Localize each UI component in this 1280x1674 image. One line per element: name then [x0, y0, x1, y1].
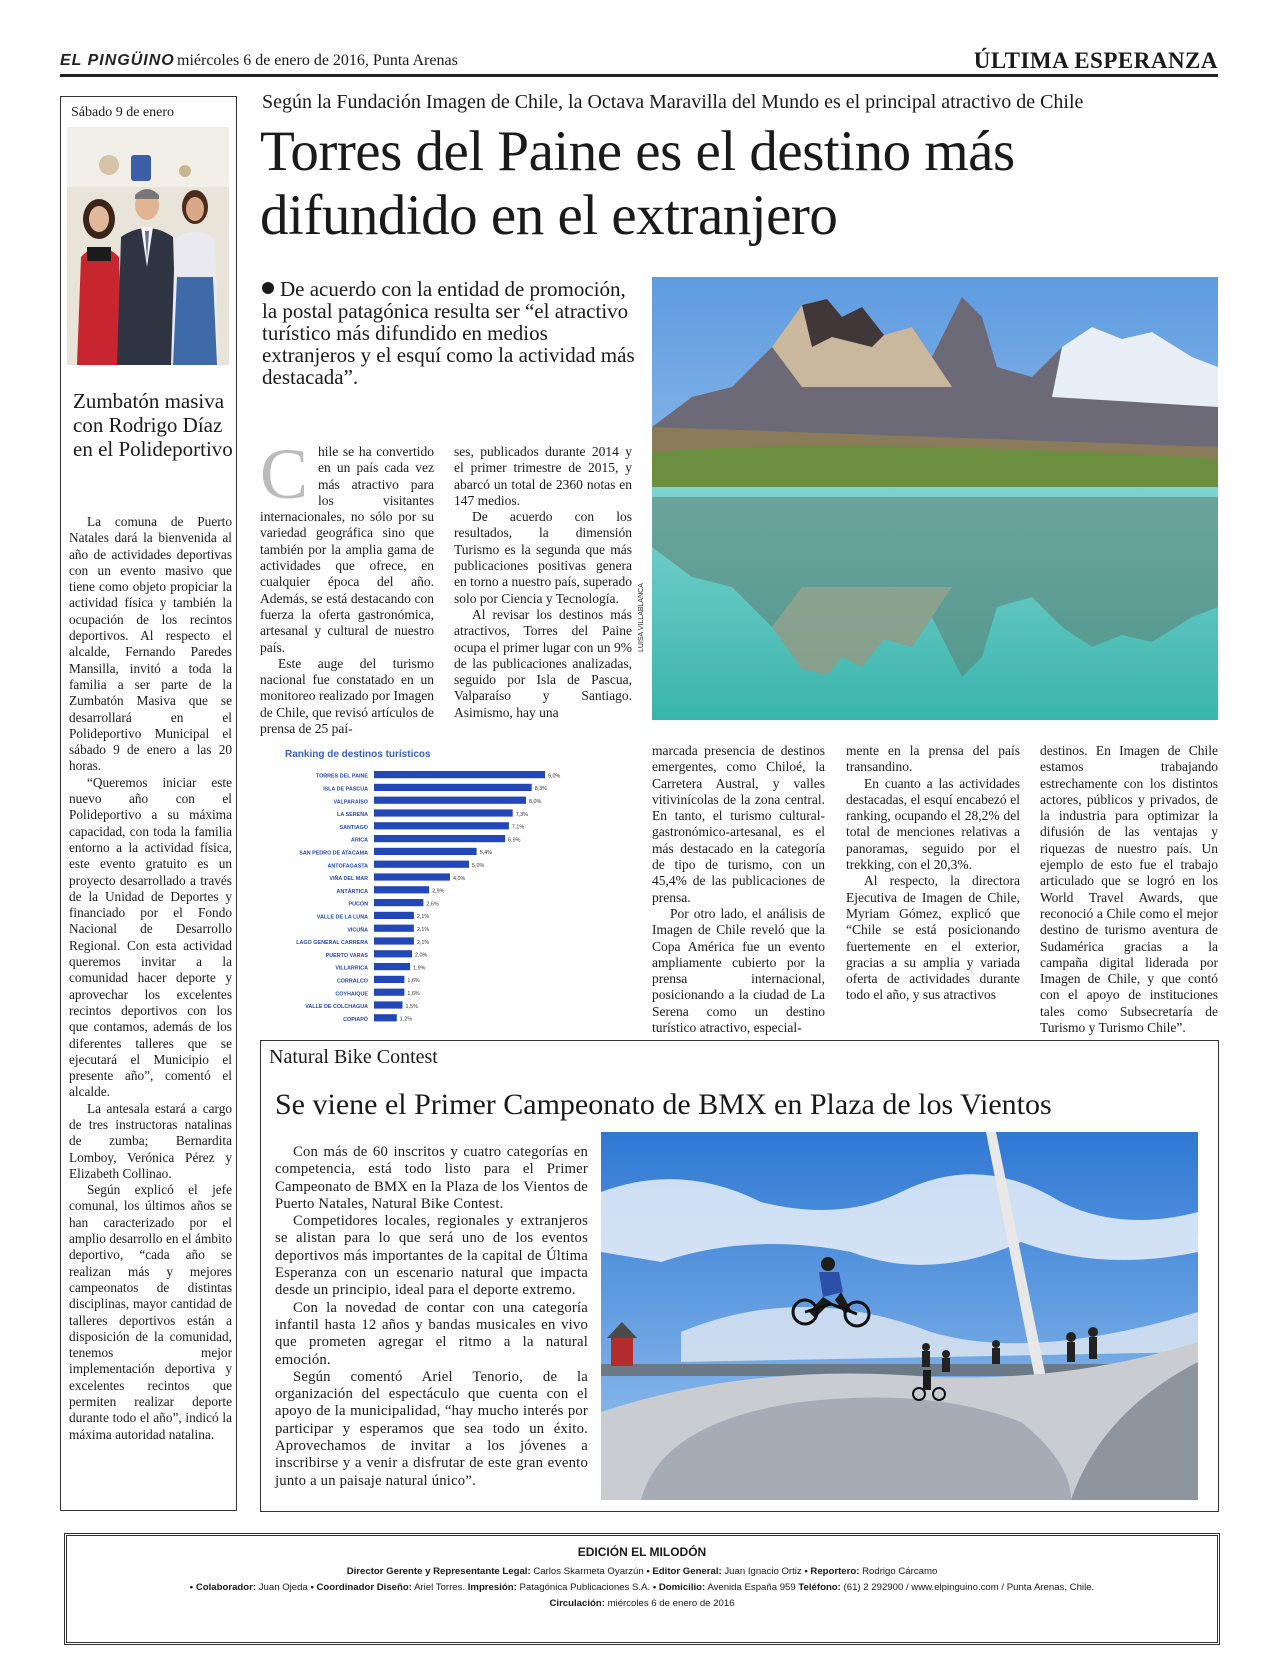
paragraph: ses, publicados durante 2014 y el primer trimestre de 2015, y abarcó un total de 2360 notas en 147 medios.: [454, 444, 632, 508]
edition-title: EDICIÓN EL MILODÓN: [577, 1545, 707, 1559]
story-kicker: Según la Fundación Imagen de Chile, la Octava Maravilla del Mundo es el principal atractivo de Chile: [262, 91, 1084, 113]
sidebar-photo: [67, 127, 229, 365]
chart-category-label: PUCÓN: [348, 901, 368, 908]
credit-value: Juan Ojeda: [258, 1582, 308, 1593]
chart-value-label: 1,6%: [407, 991, 420, 997]
chart-value-label: 2,6%: [426, 901, 439, 908]
credit-value: Rodrigo Cárcamo: [862, 1566, 938, 1577]
credit-label: Impresión:: [467, 1582, 517, 1593]
credit-value: Avenida España 959: [707, 1582, 796, 1593]
paragraph: Con más de 60 inscritos y cuatro categorías en competencia, está todo listo para el Primer Campeonato de BMX en la Plaza de los Vientos de Puerto Natales, Natural Bike Contest.: [275, 1144, 588, 1212]
chart-value-label: 5,4%: [479, 850, 492, 857]
paragraph: marcada presencia de destinos emergentes, como Chiloé, la Carretera Austral, y valles vitivinícolas de la zona central. En tanto, el turismo cultural-gastronómico-artesanal, es el más destacado en la categoría de tipo de turismo, con un 45,4% de las publicaciones de prensa.: [652, 743, 825, 905]
newspaper-credits: [64, 1533, 1220, 1645]
credit-value: Carlos Skarmeta Oyarzún: [533, 1566, 644, 1577]
chart-category-label: VIÑA DEL MAR: [329, 876, 368, 883]
article-column: [1040, 743, 1218, 1036]
paragraph: destinos. En Imagen de Chile estamos trabajando estrechamente con los distintos actores, públicos y privados, de la industria para optimizar la difusión de las ventajas y riquezas de nuestro país. Un ejemplo de esto fue el trabajo articulado que se logró en los World Travel Awards, que reconoció a Chile como el mejor destino de turismo aventura de Sudamérica gracias a la campaña digital liderada por Imagen de Chile, y que contó con el apoyo de instituciones tales como Subsecretaría de Turismo y Turismo Chile”.: [1040, 743, 1218, 1036]
chart-bar: [374, 989, 404, 996]
chart-value-label: 8,0%: [529, 799, 542, 805]
chart-category-label: VALPARAÍSO: [333, 799, 368, 806]
story-headline: Torres del Paine es el destino más difundido en el extranjero: [260, 120, 1015, 247]
chart-category-label: TORRES DEL PAINE: [315, 773, 368, 780]
sidebar-story-title: Zumbatón masiva con Rodrigo Díaz en el Polideportivo: [73, 389, 233, 461]
chart-bar: [374, 912, 414, 919]
chart-value-label: 2,0%: [415, 952, 428, 959]
chart-category-label: SANTIAGO: [339, 824, 368, 831]
chart-bar: [374, 822, 509, 829]
chart-category-label: VILLARRICA: [335, 965, 368, 972]
credits-line: [67, 1582, 1217, 1593]
paragraph: La comuna de Puerto Natales dará la bienvenida al año de actividades deportivas con un evento masivo que tiene como objeto propiciar la actividad física y también la ocupación de los recintos deportivos. Al respecto el alcalde, Fernando Paredes Mansilla, invitó a toda la familia a ser parte de la Zumbatón Masiva que se desarrollará en el Polideportivo Municipal el sábado 9 de enero a las 20 horas.: [69, 514, 232, 774]
article-column: [846, 743, 1020, 1004]
chart-value-label: 1,2%: [399, 1016, 413, 1023]
chart-value-label: 1,5%: [405, 1003, 418, 1010]
sidebar-story-date: Sábado 9 de enero: [71, 105, 175, 120]
chart-bar: [374, 835, 505, 842]
chart-bar: [374, 771, 545, 778]
paragraph: En cuanto a las actividades destacadas, el esquí encabezó el ranking, ocupando el 28,2% del total de menciones relativas a panoramas, seguido por el trekking, con el 20,3%.: [846, 775, 1020, 873]
paragraph: mente en la prensa del país transandino.: [846, 743, 1020, 775]
credit-label: • Coordinador Diseño:: [310, 1582, 412, 1593]
article-column: [454, 444, 632, 721]
chart-category-label: CORRALCO: [336, 978, 368, 985]
chart-bar: [374, 1001, 403, 1008]
chart-bar: [374, 899, 423, 906]
chart-bar: [374, 873, 450, 880]
chart-value-label: 4,0%: [453, 875, 466, 882]
sidebar-story: [60, 96, 237, 1511]
credit-label: Teléfono:: [798, 1582, 841, 1593]
bullet-icon: [262, 282, 274, 294]
bike-story-kicker: Natural Bike Contest: [269, 1046, 438, 1068]
chart-bar: [374, 937, 414, 944]
credit-label: • Reportero:: [804, 1566, 860, 1577]
chart-value-label: 7,1%: [511, 824, 525, 831]
chart-category-label: VALLE DE LA LUNA: [316, 914, 368, 921]
chart-bar: [374, 963, 410, 970]
chart-category-label: ARICA: [350, 837, 368, 844]
chart-category-label: LAGO GENERAL CARRERA: [296, 940, 368, 947]
chart-value-label: 8,3%: [534, 786, 547, 793]
torres-del-paine-photo: [652, 277, 1218, 720]
chart-value-label: 9,0%: [548, 773, 561, 780]
chart-value-label: 7,3%: [515, 811, 528, 818]
paragraph: “Queremos iniciar este nuevo año con el Polideportivo a su máxima capacidad, con toda la familia entorno a la actividad física, este evento gratuito es un proyecto desarrollado a través de la Unidad de Deportes y financiado por el Fondo Nacional de Desarrollo Regional. Con esta actividad queremos invitar a la comunidad hacer deporte y aprovechar los excelentes recintos deportivos con los que contamos, además de los diferentes talleres que se ejecutará el Municipio el presente año”, comentó el alcalde.: [69, 774, 232, 1100]
chart-title: Ranking de destinos turísticos: [285, 749, 431, 760]
paragraph: Este auge del turismo nacional fue constatado en un monitoreo realizado por Imagen de Chile, que revisó artículos de prensa de 25 paí-: [260, 655, 434, 737]
chart-value-label: 6,9%: [508, 837, 521, 844]
credit-value: Ariel Torres.: [414, 1582, 466, 1593]
chart-category-label: ISLA DE PASCUA: [323, 786, 368, 793]
chart-category-label: ANTOFAGASTA: [327, 863, 368, 870]
paragraph: hile se ha convertido en un país cada vez más atractivo para los visitantes internacionales, no sólo por su variedad geográfica sino que también por la amplia gama de actividades que ofrece, en cualquier época del año. Además, se está destacando con fuerza la oferta gastronómica, artesanal y cultural de nuestro país.: [260, 444, 434, 655]
chart-bar: [374, 886, 429, 893]
chart-category-label: LA SERENA: [337, 812, 368, 819]
chart-bar: [374, 809, 513, 816]
paragraph: La antesala estará a cargo de tres instructoras natalinas de zumba; Bernardita Lomboy, Verónica Pérez y Elizabeth Collinao.: [69, 1100, 232, 1181]
sidebar-story-body: [69, 514, 232, 1443]
credit-label: • Domicilio:: [652, 1582, 706, 1593]
chart-category-label: VICUÑA: [347, 927, 368, 934]
paragraph: Competidores locales, regionales y extranjeros se alistan para lo que será uno de los eventos deportivos más importantes de la capital de Última Esperanza con un escenario natural que impacta desde un principio, ideal para el deporte extremo.: [275, 1213, 588, 1299]
masthead: [60, 50, 1218, 77]
chart-bar: [374, 797, 526, 804]
story-lead: [262, 278, 642, 388]
article-column: [260, 434, 434, 737]
credit-label: • Editor General:: [646, 1566, 722, 1577]
chart-category-label: SAN PEDRO DE ATACAMA: [299, 850, 368, 857]
chart-category-label: PUERTO VARAS: [325, 952, 368, 959]
section-title: ÚLTIMA ESPERANZA: [973, 48, 1218, 73]
credit-label: Circulación:: [549, 1598, 605, 1609]
chart-bar: [374, 861, 469, 868]
destinations-ranking-chart: [262, 743, 608, 1029]
dateline: miércoles 6 de enero de 2016, Punta Arenas: [177, 52, 458, 69]
chart-category-label: VALLE DE COLCHAGUA: [305, 1004, 368, 1011]
bike-story-body: [275, 1144, 588, 1490]
chart-value-label: 1,9%: [413, 965, 426, 972]
credit-value: miércoles 6 de enero de 2016: [607, 1598, 735, 1609]
paragraph: Al respecto, la directora Ejecutiva de Imagen de Chile, Myriam Gómez, explicó que “Chile se está posicionando fuertemente en el exterior, gracias a su amplia y variada oferta de actividades durante todo el año, y sus atractivos: [846, 873, 1020, 1003]
credit-value: (61) 2 292900 / www.elpinguino.com / Punta Arenas, Chile.: [843, 1582, 1095, 1593]
drop-cap: C: [260, 434, 309, 514]
article-column: [652, 743, 825, 1036]
photo-credit: LUISA VILLABLANCA: [638, 583, 645, 652]
credit-label: • Colaborador:: [189, 1582, 257, 1593]
chart-category-label: ANTÁRTICA: [336, 888, 368, 895]
chart-value-label: 2,1%: [416, 927, 430, 933]
credits-line: [67, 1566, 1217, 1577]
chart-bar: [374, 950, 412, 957]
credit-value: Juan Ignacio Ortiz: [724, 1566, 802, 1577]
bike-story-headline: Se viene el Primer Campeonato de BMX en Plaza de los Vientos: [275, 1088, 1052, 1121]
chart-marks: [296, 771, 560, 1023]
chart-value-label: 1,6%: [407, 978, 420, 985]
chart-bar: [374, 1014, 397, 1021]
bmx-photo: [601, 1132, 1198, 1500]
chart-bar: [374, 925, 414, 932]
chart-value-label: 5,0%: [472, 863, 485, 869]
chart-value-label: 2,9%: [432, 888, 445, 895]
paragraph: Con la novedad de contar con una categoría infantil hasta 12 años y bandas musicales en vivo que prometen agregar el ritmo a la natural emoción.: [275, 1299, 588, 1368]
credit-label: Director Gerente y Representante Legal:: [346, 1566, 531, 1577]
credits-line: [67, 1598, 1217, 1609]
chart-bar: [374, 976, 404, 983]
credit-value: Patagónica Publicaciones S.A.: [519, 1582, 651, 1593]
paragraph: Por otro lado, el análisis de Imagen de Chile reveló que la Copa América fue un evento ampliamente cubierto por la prensa internacional, posicionando a la ciudad de La Serena como un destino turístico atractivo, especial-: [652, 905, 825, 1036]
bike-story: [260, 1040, 1219, 1512]
chart-value-label: 2,1%: [416, 939, 430, 946]
chart-bar: [374, 848, 477, 855]
chart-value-label: 2,1%: [416, 914, 430, 921]
paragraph: De acuerdo con los resultados, la dimensión Turismo es la segunda que más publicaciones positivas genera en torno a nuestro país, superado solo por Ciencia y Tecnología.: [454, 509, 632, 606]
chart-category-label: COPIAPÓ: [343, 1016, 368, 1023]
story-lead-text: De acuerdo con la entidad de promoción, la postal patagónica resulta ser “el atractivo turístico más difundido en medios extranjeros y el esquí como la actividad más destacada”.: [262, 277, 635, 389]
paragraph: Según explicó el jefe comunal, los últimos años se han caracterizado por el amplio desarrollo en el ámbito deportivo, “cada año se realizan más y mejores campeonatos de distintas disciplinas, mayor cantidad de talleres deportivos están a disposición de la comunidad, tenemos mejor implementación deportiva y excelentes recintos que permiten realizar deporte durante todo el año”, indicó la máxima autoridad natalina.: [69, 1182, 232, 1442]
paragraph: Al revisar los destinos más atractivos, Torres del Paine ocupa el primer lugar con un 9% de las publicaciones analizadas, seguido por Isla de Pascua, Valparaíso y Santiago. Asimismo, hay una: [454, 606, 632, 720]
chart-category-label: COYHAIQUE: [335, 991, 368, 998]
chart-bar: [374, 784, 532, 791]
newspaper-logo: EL PINGÜINO: [60, 52, 175, 69]
paragraph: Según comentó Ariel Tenorio, de la organización del espectáculo que cuenta con el apoyo de la municipalidad, “hay mucho interés por participar y esperamos que sea todo un éxito. Aprovechamos de invitar a los jóvenes a inscribirse y a venir a disfrutar de este gran evento junto a un paisaje natural único”.: [275, 1368, 588, 1489]
